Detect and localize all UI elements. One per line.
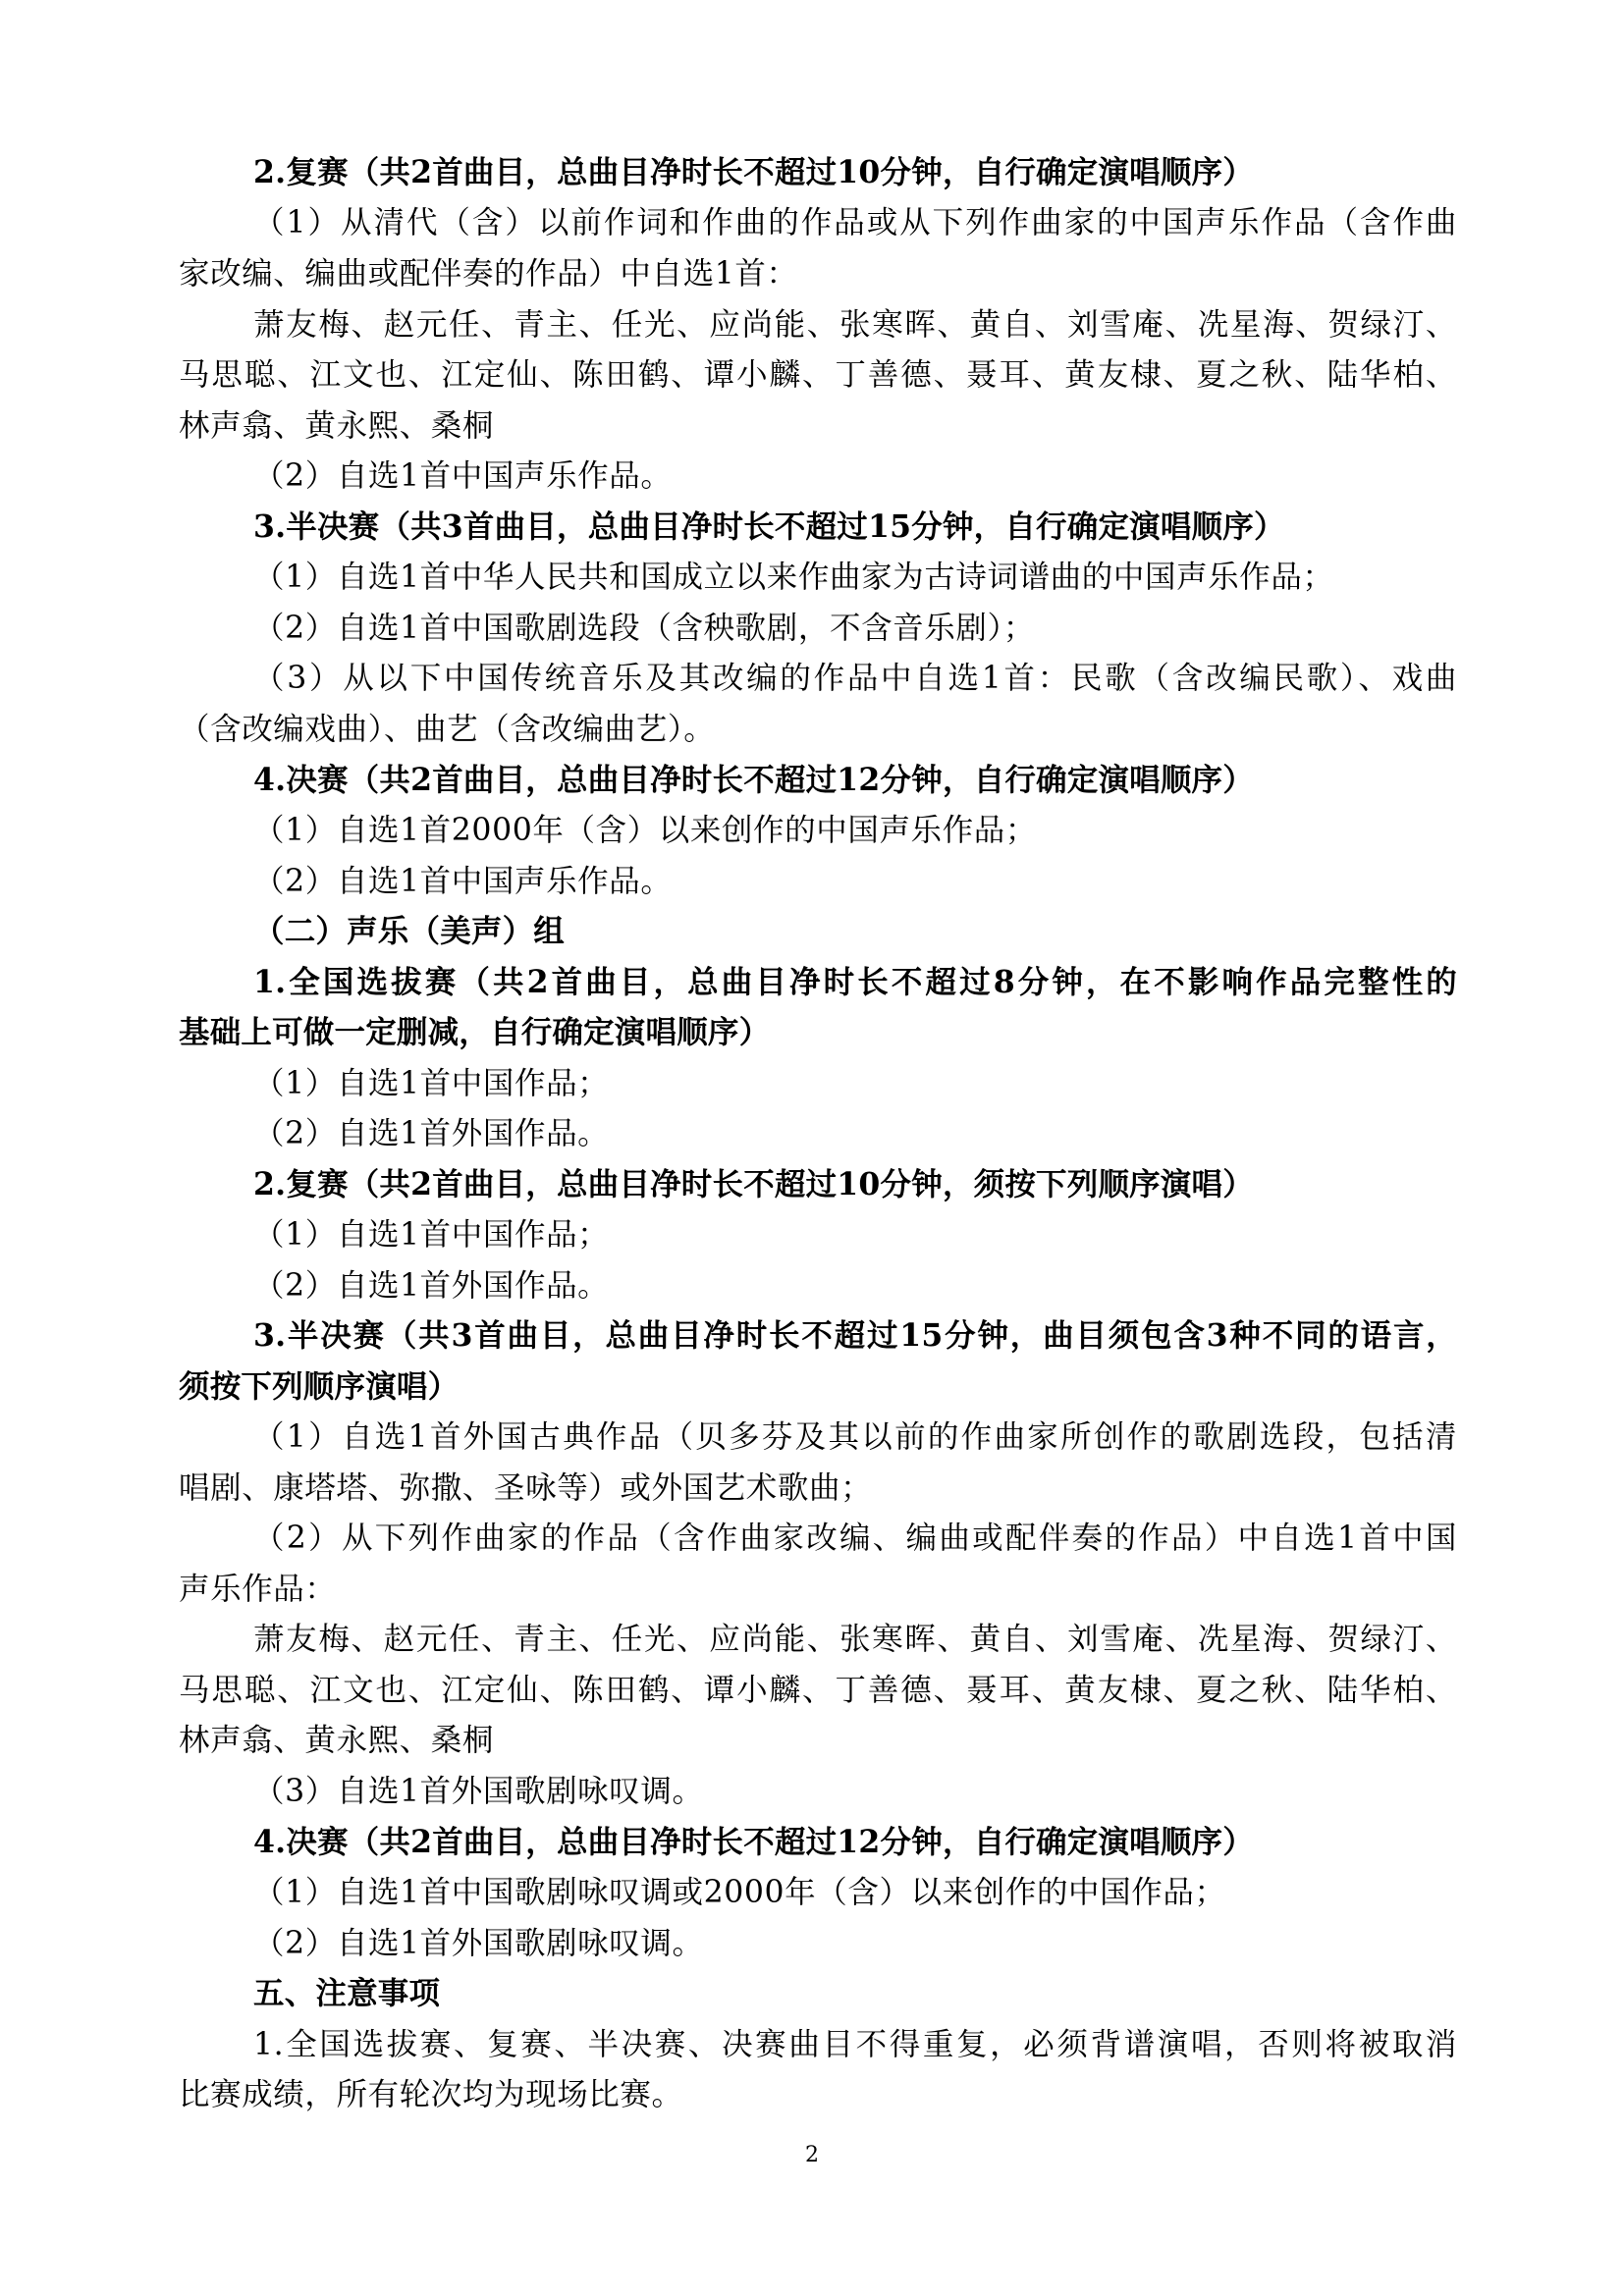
body-text-line: 林声翕、黄永熙、桑桐 bbox=[179, 408, 495, 444]
body-text-line: （2）自选1首中国声乐作品。 bbox=[253, 458, 673, 494]
section-heading: 基础上可做一定删减，自行确定演唱顺序） bbox=[179, 1014, 771, 1050]
section-heading: 五、注意事项 bbox=[253, 1975, 441, 2011]
body-text-line: （3）从以下中国传统音乐及其改编的作品中自选1首：民歌（含改编民歌）、戏曲 bbox=[253, 661, 1457, 696]
body-text-line: （1）从清代（含）以前作词和作曲的作品或从下列作曲家的中国声乐作品（含作曲 bbox=[253, 205, 1457, 240]
body-text-line: 家改编、编曲或配伴奏的作品）中自选1首： bbox=[179, 256, 798, 292]
section-heading: 3.半决赛（共3首曲目，总曲目净时长不超过15分钟，自行确定演唱顺序） bbox=[253, 508, 1285, 545]
body-text-line: （2）自选1首外国歌剧咏叹调。 bbox=[253, 1926, 704, 1961]
body-text-line: （1）自选1首中国歌剧咏叹调或2000年（含）以来创作的中国作品； bbox=[253, 1875, 1226, 1910]
body-text-line: （1）自选1首中国作品； bbox=[253, 1066, 610, 1101]
body-text-line: （2）从下列作曲家的作品（含作曲家改编、编曲或配伴奏的作品）中自选1首中国 bbox=[253, 1521, 1457, 1556]
body-text-line: 萧友梅、赵元任、青主、任光、应尚能、张寒晖、黄自、刘雪庵、冼星海、贺绿汀、 bbox=[253, 307, 1457, 343]
body-text-line: （2）自选1首外国作品。 bbox=[253, 1268, 610, 1304]
body-text-line: 声乐作品： bbox=[179, 1572, 337, 1607]
body-text-line: 萧友梅、赵元任、青主、任光、应尚能、张寒晖、黄自、刘雪庵、冼星海、贺绿汀、 bbox=[253, 1622, 1457, 1657]
section-heading: 4.决赛（共2首曲目，总曲目净时长不超过12分钟，自行确定演唱顺序） bbox=[253, 762, 1254, 798]
section-heading: 须按下列顺序演唱） bbox=[179, 1368, 460, 1405]
body-text-line: （1）自选1首中国作品； bbox=[253, 1217, 610, 1253]
body-text-line: 比赛成绩，所有轮次均为现场比赛。 bbox=[179, 2077, 683, 2112]
body-text-line: 1.全国选拔赛、复赛、半决赛、决赛曲目不得重复，必须背谱演唱，否则将被取消 bbox=[253, 2027, 1457, 2062]
body-text-line: 马思聪、江文也、江定仙、陈田鹤、谭小麟、丁善德、聂耳、黄友棣、夏之秋、陆华柏、 bbox=[179, 357, 1457, 393]
body-text-line: （1）自选1首2000年（含）以来创作的中国声乐作品； bbox=[253, 813, 1037, 848]
section-heading: 2.复赛（共2首曲目，总曲目净时长不超过10分钟，自行确定演唱顺序） bbox=[253, 154, 1254, 190]
page-number: 2 bbox=[805, 2143, 819, 2167]
body-text-line: 马思聪、江文也、江定仙、陈田鹤、谭小麟、丁善德、聂耳、黄友棣、夏之秋、陆华柏、 bbox=[179, 1673, 1457, 1708]
body-text-line: （2）自选1首外国作品。 bbox=[253, 1116, 610, 1151]
body-text-line: （2）自选1首中国声乐作品。 bbox=[253, 864, 673, 899]
body-text-line: 林声翕、黄永熙、桑桐 bbox=[179, 1723, 495, 1758]
section-heading: 3.半决赛（共3首曲目，总曲目净时长不超过15分钟，曲目须包含3种不同的语言， bbox=[253, 1317, 1457, 1354]
section-heading: （二）声乐（美声）组 bbox=[253, 913, 566, 949]
body-text-line: 唱剧、康塔塔、弥撒、圣咏等）或外国艺术歌曲； bbox=[179, 1470, 873, 1506]
body-text-line: （1）自选1首外国古典作品（贝多芬及其以前的作曲家所创作的歌剧选段，包括清 bbox=[253, 1419, 1457, 1455]
section-heading: 2.复赛（共2首曲目，总曲目净时长不超过10分钟，须按下列顺序演唱） bbox=[253, 1166, 1254, 1202]
body-text-line: （1）自选1首中华人民共和国成立以来作曲家为古诗词谱曲的中国声乐作品； bbox=[253, 560, 1334, 595]
body-text-line: （3）自选1首外国歌剧咏叹调。 bbox=[253, 1774, 704, 1809]
section-heading: 4.决赛（共2首曲目，总曲目净时长不超过12分钟，自行确定演唱顺序） bbox=[253, 1824, 1254, 1860]
section-heading: 1.全国选拔赛（共2首曲目，总曲目净时长不超过8分钟，在不影响作品完整性的 bbox=[253, 964, 1457, 1000]
body-text-line: （含改编戏曲）、曲艺（含改编曲艺）。 bbox=[179, 712, 716, 747]
body-text-line: （2）自选1首中国歌剧选段（含秧歌剧，不含音乐剧）； bbox=[253, 611, 1035, 646]
